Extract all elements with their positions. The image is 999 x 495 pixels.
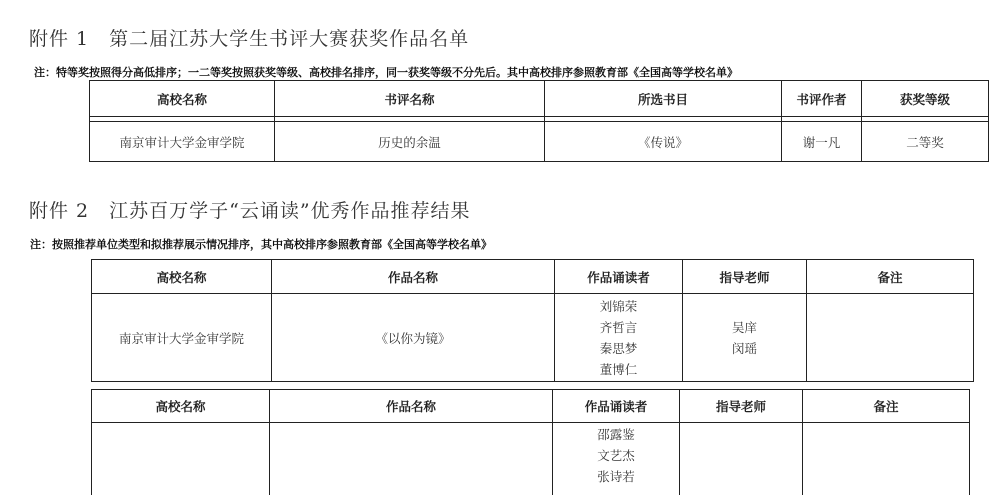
reader-name: 邵露鉴 xyxy=(597,427,635,442)
cell-school: 南京审计大学金审学院 xyxy=(90,122,275,162)
recitation-table xyxy=(91,259,974,382)
cell-remark xyxy=(803,423,970,495)
reader-name: 刘锦荣 xyxy=(599,298,638,314)
cell-readers xyxy=(553,423,680,495)
header-readers: 作品诵读者 xyxy=(555,260,683,294)
recitation-table-header-row xyxy=(92,260,974,294)
header-book: 所选书目 xyxy=(545,81,782,117)
teacher-name: 吴庠 xyxy=(731,319,757,335)
recitation-table-header-row xyxy=(92,390,970,423)
cell-readers xyxy=(555,294,683,382)
reader-name: 董博仁 xyxy=(599,361,638,377)
header-review-title: 书评名称 xyxy=(275,81,545,117)
cell-school: 南京审计大学金审学院 xyxy=(92,294,272,382)
header-teachers: 指导老师 xyxy=(680,390,803,423)
section1-title: 附件 1 第二届江苏大学生书评大赛获奖作品名单 xyxy=(29,28,470,50)
header-award-level: 获奖等级 xyxy=(862,81,989,117)
cell-book: 《传说》 xyxy=(545,122,782,162)
reader-name: 齐哲言 xyxy=(599,319,638,335)
reader-name: 秦思梦 xyxy=(599,340,638,356)
teacher-name: 闵瑶 xyxy=(731,340,757,356)
header-work-title: 作品名称 xyxy=(270,390,553,423)
cell-remark xyxy=(807,294,974,382)
table-row xyxy=(92,294,974,382)
reader-name: 张诗若 xyxy=(597,469,635,484)
header-remark: 备注 xyxy=(807,260,974,294)
award-table xyxy=(89,80,989,162)
cell-author: 谢一凡 xyxy=(782,122,862,162)
cell-review-title: 历史的余温 xyxy=(275,122,545,162)
table-row xyxy=(90,122,989,162)
section2-title: 附件 2 江苏百万学子“云诵读”优秀作品推荐结果 xyxy=(29,200,471,222)
header-work-title: 作品名称 xyxy=(272,260,555,294)
header-school: 高校名称 xyxy=(90,81,275,117)
cell-teachers xyxy=(683,294,807,382)
reader-name: 文艺杰 xyxy=(597,448,635,463)
section1-note: 注：特等奖按照得分高低排序；一二等奖按照获奖等级、高校排名排序，同一获奖等级不分先后。其中高校排序参照教育部《全国高等学校名单》 xyxy=(34,66,738,79)
header-school: 高校名称 xyxy=(92,390,270,423)
award-table-header-row xyxy=(90,81,989,117)
recitation-table-continued xyxy=(91,389,970,495)
cell-work-title: 《以你为镜》 xyxy=(272,294,555,382)
header-remark: 备注 xyxy=(803,390,970,423)
header-readers: 作品诵读者 xyxy=(553,390,680,423)
header-author: 书评作者 xyxy=(782,81,862,117)
cell-school xyxy=(92,423,270,495)
cell-teachers xyxy=(680,423,803,495)
cell-work-title xyxy=(270,423,553,495)
section2-note: 注：按照推荐单位类型和拟推荐展示情况排序，其中高校排序参照教育部《全国高等学校名单》 xyxy=(30,238,492,251)
header-teachers: 指导老师 xyxy=(683,260,807,294)
cell-award-level: 二等奖 xyxy=(862,122,989,162)
header-school: 高校名称 xyxy=(92,260,272,294)
table-row xyxy=(92,423,970,495)
